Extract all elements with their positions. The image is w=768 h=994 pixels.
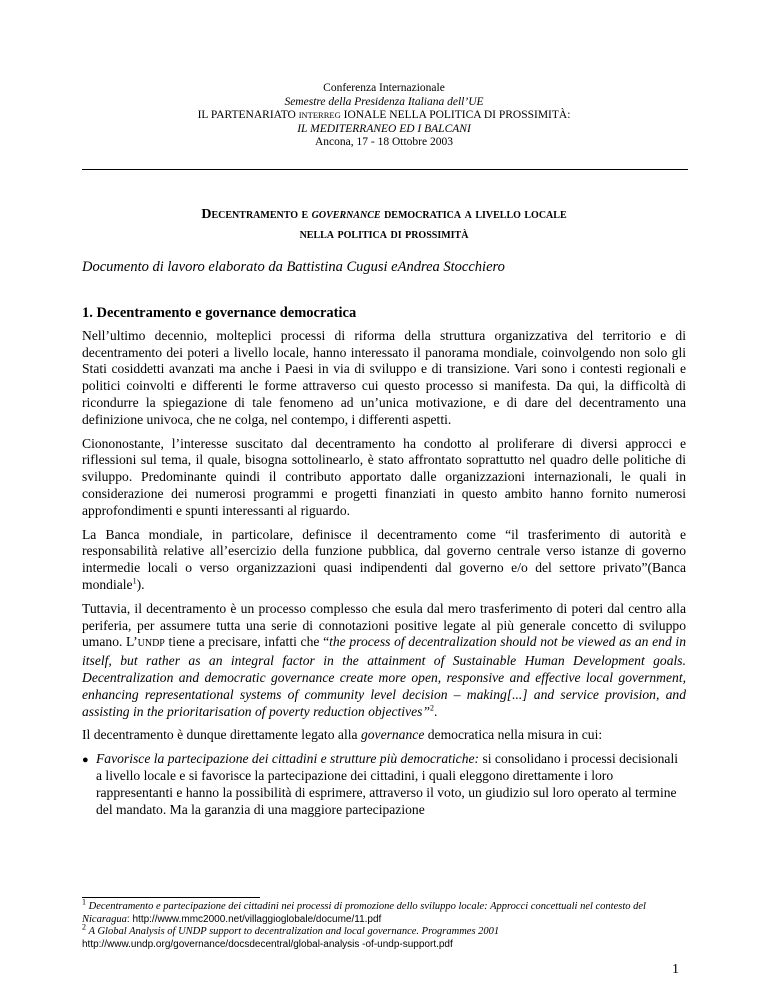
- header-line-3-sc: INTERREG: [298, 110, 341, 121]
- footnotes: [82, 897, 688, 951]
- paragraph-4-undp: UNDP: [137, 638, 165, 650]
- title-part-3: democratica a livello locale: [380, 207, 567, 222]
- paragraph-1: Nell’ultimo decennio, molteplici processi di riforma della struttura organizzativa del territorio e di decentramento dei poteri a livello locale, hanno interessato il panorama mondiale, coinvolgendo non solo gli Stati cosiddetti avanzati ma anche i Paesi in via di sviluppo e di transizione. Vari sono i contesti regionali e politici coinvolti e differenti le forme attraverso cui questo processo si manifesta. Da qui, la difficoltà di ricondurre la spiegazione di tale fenomeno ad un’unica motivazione, e di dare del decentramento una definizione univoca, che ne colga, nel contempo, i differenti aspetti.: [82, 327, 686, 427]
- header-line-3: [80, 109, 688, 123]
- bullet-icon: ●: [82, 754, 89, 767]
- document-title: [80, 205, 688, 245]
- footnote-1-title: Decentramento e partecipazione dei cittadini nei processi di promozione dello sviluppo locale: Approcci concettuali nel contesto del Nicaragua: [82, 901, 646, 925]
- title-line-2: nella politica di prossimità: [299, 227, 469, 242]
- title-line-1: [80, 205, 688, 225]
- paragraph-5-b: democratica nella misura in cui:: [424, 727, 603, 743]
- title-part-1: Decentramento e: [201, 207, 312, 222]
- header-line-4: IL MEDITERRANEO ED I BALCANI: [297, 122, 471, 135]
- bullet-lead: Favorisce la partecipazione dei cittadini e strutture più democratiche:: [96, 751, 480, 767]
- header-line-1: Conferenza Internazionale: [323, 82, 445, 94]
- footnote-ref-1: 1: [132, 576, 137, 586]
- paragraph-3: [82, 527, 686, 594]
- paragraph-4-end: .: [434, 703, 438, 719]
- paragraph-4: [82, 601, 686, 721]
- paragraph-5-governance: governance: [360, 727, 425, 743]
- header-divider: [82, 169, 688, 170]
- paragraph-4-a: Tuttavia, il decentramento è un processo complesso che esula dal mero trasferimento di poteri dal centro alla periferia, per assumere tutta una serie di connotazioni positive legate al più generale concetto di sviluppo umano. L’: [82, 600, 686, 650]
- body-text: [82, 305, 686, 818]
- paragraph-4-quote: the process of decentralization should not be viewed as an end in itself, but rather as an integral factor in the attainment of Sustainable Human Development goals. Decentralization and democratic governance create more open, responsive and effective local government, enhancing representational systems of community level decision – making[...] and service provision, and assisting in the prioritarisation of poverty reduction objectives”: [82, 634, 686, 719]
- conference-header: [80, 82, 688, 150]
- page-number: 1: [672, 962, 679, 977]
- document-subtitle: Documento di lavoro elaborato da Battistina Cugusi eAndrea Stocchiero: [82, 259, 505, 275]
- bullet-item: [82, 751, 686, 818]
- paragraph-3-end: ).: [136, 576, 145, 592]
- bullet-text: [96, 751, 686, 818]
- section-heading: 1. Decentramento e governance democratica: [82, 305, 357, 321]
- header-line-2: Semestre della Presidenza Italiana dell’UE: [284, 95, 484, 108]
- footnote-2-title: A Global Analysis of UNDP support to decentralization and local governance. Programmes 2001: [88, 926, 500, 938]
- header-line-5: Ancona, 17 - 18 Ottobre 2003: [315, 136, 453, 149]
- paragraph-4-b: tiene a precisare, infatti che “: [164, 634, 330, 650]
- paragraph-2: Ciononostante, l’interesse suscitato dal decentramento ha condotto al proliferare di diversi approcci e riflessioni sul tema, il quale, bisogna sottolinearlo, è stato affrontato soprattutto nel quadro delle politiche di sviluppo. Predominante quindi il contributo apportato dalle organizzazioni internazionali, le quali in considerazione dei numerosi programmi e progetti finanziati in questo ambito hanno fornito numerosi approfondimenti e spunti interessanti al riguardo.: [82, 435, 686, 518]
- paragraph-5: [82, 727, 686, 744]
- footnote-1-number: 1: [82, 897, 86, 907]
- footnote-1: [82, 897, 688, 926]
- header-line-3-a: IL PARTENARIATO: [197, 109, 299, 122]
- bullet-body: si consolidano i processi decisionali a livello locale e si favorisce la partecipazione dei cittadini, i quali eleggono direttamente i loro rappresentanti e hanno la possibilità di esprimere, attraverso il voto, un giudizio sul loro operato al termine del mandato. Ma la garanzia di una maggiore partecipazione: [96, 751, 679, 817]
- footnote-2-link[interactable]: http://www.undp.org/governance/docsdecentral/global-analysis -of-undp-support.pdf: [82, 938, 453, 950]
- title-part-2: governance: [311, 207, 381, 222]
- footnote-ref-2: 2: [430, 703, 435, 712]
- footnote-1-link[interactable]: : http://www.mmc2000.net/villaggioglobale/docume/11.pdf: [126, 913, 382, 925]
- paragraph-3-text: La Banca mondiale, in particolare, definisce il decentramento come “il trasferimento di autorità e responsabilità relative all’esercizio della funzione pubblica, dal governo centrale verso istanze di governo intermedie locali o verso organizzazioni quasi indipendenti dal governo e/o del settore privato”(Banca mondiale: [82, 526, 686, 592]
- paragraph-5-a: Il decentramento è dunque direttamente legato alla: [82, 727, 361, 743]
- header-line-3-b: IONALE NELLA POLITICA DI PROSSIMITÀ:: [340, 109, 571, 122]
- footnote-2: [82, 922, 688, 939]
- footnote-divider: [82, 897, 260, 898]
- footnote-2-number: 2: [82, 922, 86, 932]
